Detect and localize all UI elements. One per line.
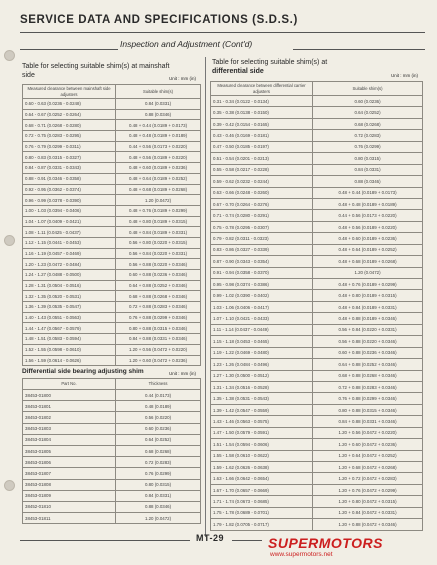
table-cell-value: 0.76 (0.0299) (313, 141, 423, 152)
col-header-clearance: Measured clearance between differential carrier adjusters (211, 82, 313, 96)
table-cell-key: 38453-01807 (23, 468, 116, 479)
table-row (23, 445, 201, 456)
table-cell-value: 1.20 (0.0472) (116, 513, 201, 524)
table-row (211, 153, 423, 164)
table-row (23, 423, 201, 434)
table-row (23, 434, 201, 445)
table-cell-key: 38452-01810 (23, 501, 116, 512)
table-cell-value: 0.48 + 0.84 (0.0189 + 0.0331) (313, 301, 423, 312)
table-cell-key: 1.55 - 1.58 (0.0610 - 0.0622) (211, 450, 313, 461)
table-cell-value: 1.20 + 0.56 (0.0472 + 0.0220) (313, 427, 423, 438)
table-cell-key: 38453-01802 (23, 412, 116, 423)
table-cell-value: 0.88 (0.0346) (313, 176, 423, 187)
table-cell-key: 1.59 - 1.62 (0.0626 - 0.0638) (211, 462, 313, 473)
table-cell-value: 0.72 + 0.88 (0.0283 + 0.0346) (116, 302, 201, 313)
table-cell-key: 1.75 - 1.78 (0.0689 - 0.0701) (211, 507, 313, 518)
table-cell-key: 1.27 - 1.30 (0.0500 - 0.0512) (211, 370, 313, 381)
table-cell-key: 0.39 - 0.42 (0.0154 - 0.0165) (211, 118, 313, 129)
col-header-part-no: Part No. (23, 379, 116, 390)
table-cell-key: 38453-01806 (23, 457, 116, 468)
table-row (23, 205, 201, 216)
table-cell-value: 0.56 + 0.88 (0.0220 + 0.0346) (313, 336, 423, 347)
col-header-clearance: Measured clearance between mainshaft side adjusters (23, 85, 116, 99)
table-cell-value: 0.72 (0.0283) (313, 130, 423, 141)
table-cell-value: 0.76 + 0.88 (0.0299 + 0.0346) (116, 312, 201, 323)
table-cell-value: 0.48 + 0.88 (0.0189 + 0.0346) (313, 313, 423, 324)
table-cell-key: 1.56 - 1.59 (0.0614 - 0.0626) (23, 355, 116, 366)
table-cell-key: 0.79 - 0.82 (0.0311 - 0.0323) (211, 233, 313, 244)
table-cell-key: 0.60 - 0.63 (0.0236 - 0.0248) (23, 99, 116, 110)
table-cell-key: 38453-01800 (23, 390, 116, 401)
table-cell-value: 1.20 + 0.60 (0.0472 + 0.0236) (116, 355, 201, 366)
table-row (23, 280, 201, 291)
differential-unit-label: Unit : mm (in) (391, 73, 418, 78)
table-row (23, 468, 201, 479)
table-cell-value: 0.84 + 0.88 (0.0331 + 0.0346) (116, 334, 201, 345)
table-cell-key: 1.52 - 1.55 (0.0598 - 0.0610) (23, 344, 116, 355)
title-rule (20, 32, 425, 33)
table-cell-value: 0.64 + 0.88 (0.0252 + 0.0346) (313, 359, 423, 370)
table-cell-value: 0.68 + 0.88 (0.0268 + 0.0346) (116, 291, 201, 302)
table-cell-value: 0.48 + 0.68 (0.0189 + 0.0268) (313, 256, 423, 267)
table-cell-value: 0.64 (0.0252) (313, 107, 423, 118)
table-cell-value: 0.68 + 0.88 (0.0268 + 0.0346) (313, 370, 423, 381)
table-cell-key: 1.15 - 1.18 (0.0453 - 0.0465) (211, 336, 313, 347)
table-cell-value: 1.20 + 0.76 (0.0472 + 0.0299) (313, 484, 423, 495)
table-cell-value: 0.48 + 0.44 (0.0189 + 0.0173) (313, 187, 423, 198)
table-cell-key: 1.03 - 1.06 (0.0406 - 0.0417) (211, 301, 313, 312)
footer-rule-left (20, 540, 190, 541)
table-cell-value: 0.88 (0.0346) (116, 501, 201, 512)
table-row (211, 507, 423, 518)
table-cell-value: 0.48 + 0.76 (0.0189 + 0.0299) (116, 205, 201, 216)
table-cell-value: 0.72 + 0.88 (0.0283 + 0.0346) (313, 381, 423, 392)
table-row (211, 290, 423, 301)
table-cell-value: 0.68 (0.0268) (116, 445, 201, 456)
table-cell-key: 1.32 - 1.35 (0.0520 - 0.0531) (23, 291, 116, 302)
table-cell-value: 0.48 + 0.48 (0.0189 + 0.0189) (313, 198, 423, 209)
table-cell-key: 38453-01808 (23, 479, 116, 490)
table-cell-value: 0.56 (0.0220) (116, 412, 201, 423)
table-cell-key: 1.07 - 1.10 (0.0421 - 0.0433) (211, 313, 313, 324)
table-row (211, 450, 423, 461)
table-row (23, 479, 201, 490)
table-row (211, 187, 423, 198)
table-row (23, 237, 201, 248)
table-cell-value: 0.60 (0.0236) (116, 423, 201, 434)
table-cell-key: 0.75 - 0.78 (0.0295 - 0.0307) (211, 221, 313, 232)
table-cell-key: 0.68 - 0.71 (0.0268 - 0.0280) (23, 120, 116, 131)
table-cell-key: 1.16 - 1.19 (0.0457 - 0.0469) (23, 248, 116, 259)
table-row (23, 344, 201, 355)
table-row (211, 336, 423, 347)
table-cell-key: 1.11 - 1.14 (0.0437 - 0.0449) (211, 324, 313, 335)
table-cell-key: 1.48 - 1.51 (0.0583 - 0.0594) (23, 334, 116, 345)
table-row (23, 259, 201, 270)
table-cell-value: 0.80 (0.0315) (313, 153, 423, 164)
table-cell-key: 0.71 - 0.74 (0.0280 - 0.0291) (211, 210, 313, 221)
table-cell-key: 1.43 - 1.46 (0.0563 - 0.0575) (211, 416, 313, 427)
table-cell-value: 0.68 (0.0268) (313, 118, 423, 129)
table-cell-value: 0.88 (0.0346) (116, 109, 201, 120)
table-cell-key: 0.64 - 0.67 (0.0252 - 0.0264) (23, 109, 116, 120)
table-row (23, 173, 201, 184)
watermark-url: www.supermotors.net (270, 551, 333, 558)
differential-shim-table (210, 81, 423, 531)
table-row (211, 462, 423, 473)
table-row (211, 313, 423, 324)
page-title: SERVICE DATA AND SPECIFICATIONS (S.D.S.) (20, 14, 298, 26)
col-header-shims: Suitable shim(s) (313, 82, 423, 96)
watermark-logo: SUPERMOTORS (268, 535, 383, 551)
table-row (23, 163, 201, 174)
table-cell-key: 38453-01801 (23, 401, 116, 412)
table-row (23, 323, 201, 334)
table-cell-key: 0.51 - 0.54 (0.0201 - 0.0213) (211, 153, 313, 164)
table-row (211, 244, 423, 255)
table-cell-value: 0.84 (0.0331) (116, 490, 201, 501)
table-cell-key: 1.39 - 1.42 (0.0547 - 0.0559) (211, 404, 313, 415)
table-cell-value: 0.48 + 0.64 (0.0189 + 0.0252) (116, 173, 201, 184)
table-cell-value: 0.80 + 0.88 (0.0315 + 0.0346) (116, 323, 201, 334)
table-cell-key: 0.83 - 0.86 (0.0327 - 0.0339) (211, 244, 313, 255)
table-cell-key: 0.35 - 0.38 (0.0138 - 0.0150) (211, 107, 313, 118)
mainshaft-unit-label: Unit : mm (in) (169, 76, 196, 81)
table-row (211, 279, 423, 290)
table-row (211, 404, 423, 415)
table-cell-value: 0.48 (0.0189) (116, 401, 201, 412)
table-cell-value: 0.48 + 0.56 (0.0189 + 0.0220) (116, 152, 201, 163)
table-cell-key: 1.23 - 1.26 (0.0484 - 0.0496) (211, 359, 313, 370)
table-row (23, 131, 201, 142)
table-row (23, 152, 201, 163)
table-row (211, 256, 423, 267)
table-cell-key: 0.95 - 0.98 (0.0374 - 0.0386) (211, 279, 313, 290)
table-cell-value: 0.48 + 0.80 (0.0189 + 0.0315) (116, 216, 201, 227)
table-cell-key: 0.55 - 0.58 (0.0217 - 0.0228) (211, 164, 313, 175)
table-cell-value: 1.20 + 0.80 (0.0472 + 0.0315) (313, 496, 423, 507)
table-cell-key: 0.76 - 0.79 (0.0299 - 0.0311) (23, 141, 116, 152)
table-row (211, 130, 423, 141)
table-cell-key: 0.43 - 0.46 (0.0169 - 0.0181) (211, 130, 313, 141)
binder-hole (4, 235, 15, 246)
table-cell-key: 0.59 - 0.62 (0.0232 - 0.0244) (211, 176, 313, 187)
table-cell-value: 1.20 + 0.88 (0.0472 + 0.0346) (313, 519, 423, 530)
table-cell-key: 38453-01809 (23, 490, 116, 501)
table-row (23, 109, 201, 120)
table-cell-value: 1.20 + 0.64 (0.0472 + 0.0252) (313, 450, 423, 461)
table-row (23, 302, 201, 313)
shim-unit-label: Unit : mm (in) (169, 371, 196, 376)
table-cell-value: 0.60 (0.0236) (313, 96, 423, 107)
table-cell-value: 0.72 (0.0283) (116, 457, 201, 468)
table-cell-key: 0.63 - 0.66 (0.0248 - 0.0260) (211, 187, 313, 198)
table-cell-key: 0.91 - 0.94 (0.0358 - 0.0370) (211, 267, 313, 278)
table-cell-value: 0.48 + 0.60 (0.0189 + 0.0236) (116, 163, 201, 174)
table-cell-value: 1.20 + 0.72 (0.0472 + 0.0283) (313, 473, 423, 484)
footer-rule-right (232, 540, 262, 541)
table-row (211, 347, 423, 358)
table-cell-key: 0.99 - 1.02 (0.0390 - 0.0402) (211, 290, 313, 301)
table-cell-key: 1.04 - 1.07 (0.0409 - 0.0421) (23, 216, 116, 227)
table-cell-value: 1.20 (0.0472) (116, 195, 201, 206)
table-row (23, 291, 201, 302)
page-subtitle: Inspection and Adjustment (Cont'd) (120, 39, 253, 49)
table-row (23, 390, 201, 401)
table-cell-key: 0.88 - 0.91 (0.0346 - 0.0358) (23, 173, 116, 184)
table-row (211, 393, 423, 404)
table-row (23, 513, 201, 524)
table-row (23, 270, 201, 281)
table-cell-key: 1.51 - 1.54 (0.0594 - 0.0606) (211, 439, 313, 450)
table-row (23, 216, 201, 227)
table-cell-value: 0.56 + 0.88 (0.0220 + 0.0346) (116, 259, 201, 270)
table-cell-key: 1.44 - 1.47 (0.0567 - 0.0579) (23, 323, 116, 334)
table-row (211, 519, 423, 530)
table-row (23, 227, 201, 238)
table-cell-value: 0.48 + 0.76 (0.0189 + 0.0299) (313, 279, 423, 290)
table-row (23, 412, 201, 423)
table-cell-key: 38453-01803 (23, 423, 116, 434)
table-row (23, 141, 201, 152)
table-row (23, 490, 201, 501)
table-cell-key: 1.08 - 1.11 (0.0425 - 0.0437) (23, 227, 116, 238)
table-cell-value: 0.84 (0.0331) (116, 99, 201, 110)
table-row (211, 370, 423, 381)
table-row (23, 195, 201, 206)
table-cell-value: 0.56 + 0.80 (0.0220 + 0.0315) (116, 237, 201, 248)
shim-part-table (22, 378, 201, 524)
table-row (211, 210, 423, 221)
table-row (211, 118, 423, 129)
table-cell-key: 1.00 - 1.03 (0.0394 - 0.0406) (23, 205, 116, 216)
table-cell-key: 38453-01805 (23, 445, 116, 456)
table-row (23, 99, 201, 110)
table-cell-key: 1.63 - 1.66 (0.0642 - 0.0654) (211, 473, 313, 484)
table-cell-value: 0.64 + 0.88 (0.0252 + 0.0346) (116, 280, 201, 291)
binder-hole (4, 480, 15, 491)
table-row (211, 267, 423, 278)
table-cell-value: 0.48 + 0.44 (0.0189 + 0.0173) (116, 120, 201, 131)
table-row (23, 184, 201, 195)
subtitle-rule-right (293, 49, 425, 50)
table-cell-key: 38453-01811 (23, 513, 116, 524)
table-row (211, 96, 423, 107)
table-cell-value: 0.44 + 0.56 (0.0173 + 0.0220) (313, 210, 423, 221)
table-cell-value: 0.48 + 0.48 (0.0189 + 0.0189) (116, 131, 201, 142)
table-cell-value: 0.80 (0.0315) (116, 479, 201, 490)
table-row (211, 324, 423, 335)
table-row (211, 473, 423, 484)
table-cell-key: 0.72 - 0.75 (0.0283 - 0.0295) (23, 131, 116, 142)
table-cell-key: 0.67 - 0.70 (0.0264 - 0.0276) (211, 198, 313, 209)
table-cell-key: 0.92 - 0.95 (0.0362 - 0.0374) (23, 184, 116, 195)
col-header-thickness: Thickness (116, 379, 201, 390)
table-row (23, 401, 201, 412)
page-number: MT-29 (196, 533, 225, 543)
table-row (23, 120, 201, 131)
table-cell-value: 0.44 + 0.56 (0.0173 + 0.0220) (116, 141, 201, 152)
subtitle-rule-left (20, 49, 118, 50)
shim-table-title: Differential side bearing adjusting shim (22, 368, 144, 375)
table-cell-value: 0.44 (0.0173) (116, 390, 201, 401)
table-cell-value: 1.20 + 0.84 (0.0472 + 0.0331) (313, 507, 423, 518)
table-row (211, 427, 423, 438)
table-cell-value: 0.48 + 0.84 (0.0189 + 0.0331) (116, 227, 201, 238)
table-cell-value: 0.80 + 0.88 (0.0315 + 0.0346) (313, 404, 423, 415)
table-row (23, 457, 201, 468)
table-cell-value: 0.76 + 0.88 (0.0299 + 0.0346) (313, 393, 423, 404)
table-cell-value: 1.20 + 0.60 (0.0472 + 0.0236) (313, 439, 423, 450)
table-cell-key: 0.31 - 0.34 (0.0122 - 0.0134) (211, 96, 313, 107)
table-cell-key: 0.87 - 0.90 (0.0343 - 0.0354) (211, 256, 313, 267)
table-cell-value: 0.76 (0.0299) (116, 468, 201, 479)
table-cell-key: 1.20 - 1.23 (0.0472 - 0.0484) (23, 259, 116, 270)
table-cell-key: 1.79 - 1.82 (0.0705 - 0.0717) (211, 519, 313, 530)
table-row (211, 107, 423, 118)
table-row (211, 439, 423, 450)
table-cell-value: 0.84 + 0.88 (0.0331 + 0.0346) (313, 416, 423, 427)
table-row (23, 312, 201, 323)
table-cell-key: 38453-01804 (23, 434, 116, 445)
table-cell-key: 1.12 - 1.15 (0.0441 - 0.0453) (23, 237, 116, 248)
table-row (211, 233, 423, 244)
table-cell-value: 0.84 (0.0331) (313, 164, 423, 175)
mainshaft-shim-table (22, 84, 201, 366)
table-cell-value: 1.20 (0.0472) (313, 267, 423, 278)
table-cell-value: 0.60 + 0.88 (0.0236 + 0.0346) (116, 270, 201, 281)
table-cell-value: 0.56 + 0.84 (0.0220 + 0.0331) (313, 324, 423, 335)
table-cell-key: 1.19 - 1.22 (0.0469 - 0.0480) (211, 347, 313, 358)
table-row (23, 334, 201, 345)
table-row (211, 496, 423, 507)
table-row (211, 484, 423, 495)
table-row (23, 355, 201, 366)
binder-hole (4, 50, 15, 61)
table-cell-value: 1.20 + 0.56 (0.0472 + 0.0220) (116, 344, 201, 355)
table-cell-value: 0.48 + 0.64 (0.0189 + 0.0252) (313, 244, 423, 255)
table-cell-key: 1.31 - 1.34 (0.0516 - 0.0528) (211, 381, 313, 392)
table-cell-value: 1.20 + 0.68 (0.0472 + 0.0268) (313, 462, 423, 473)
column-divider (205, 57, 206, 537)
table-cell-value: 0.48 + 0.68 (0.0189 + 0.0268) (116, 184, 201, 195)
col-header-shims: Suitable shim(s) (116, 85, 201, 99)
table-row (211, 141, 423, 152)
table-cell-key: 1.36 - 1.39 (0.0535 - 0.0547) (23, 302, 116, 313)
table-cell-key: 1.28 - 1.31 (0.0504 - 0.0516) (23, 280, 116, 291)
table-cell-value: 0.64 (0.0252) (116, 434, 201, 445)
mainshaft-table-title: Table for selecting suitable shim(s) at mainshaft side (22, 63, 170, 79)
table-cell-key: 1.40 - 1.43 (0.0551 - 0.0563) (23, 312, 116, 323)
differential-table-title: Table for selecting suitable shim(s) at differential side (212, 59, 328, 75)
table-cell-key: 0.84 - 0.87 (0.0331 - 0.0343) (23, 163, 116, 174)
table-row (211, 176, 423, 187)
table-row (23, 248, 201, 259)
table-cell-key: 1.67 - 1.70 (0.0657 - 0.0669) (211, 484, 313, 495)
table-cell-value: 0.48 + 0.60 (0.0189 + 0.0236) (313, 233, 423, 244)
table-cell-key: 1.71 - 1.74 (0.0673 - 0.0685) (211, 496, 313, 507)
table-row (211, 359, 423, 370)
table-row (211, 221, 423, 232)
table-cell-value: 0.60 + 0.88 (0.0236 + 0.0346) (313, 347, 423, 358)
table-cell-key: 1.24 - 1.27 (0.0488 - 0.0500) (23, 270, 116, 281)
table-row (211, 381, 423, 392)
table-cell-key: 1.35 - 1.38 (0.0531 - 0.0543) (211, 393, 313, 404)
table-row (211, 416, 423, 427)
table-cell-key: 1.47 - 1.50 (0.0579 - 0.0591) (211, 427, 313, 438)
table-row (23, 501, 201, 512)
table-cell-key: 0.47 - 0.50 (0.0185 - 0.0197) (211, 141, 313, 152)
table-row (211, 301, 423, 312)
table-cell-key: 0.96 - 0.99 (0.0378 - 0.0390) (23, 195, 116, 206)
table-row (211, 164, 423, 175)
table-cell-key: 0.80 - 0.83 (0.0315 - 0.0327) (23, 152, 116, 163)
table-cell-value: 0.56 + 0.84 (0.0220 + 0.0331) (116, 248, 201, 259)
table-cell-value: 0.48 + 0.80 (0.0189 + 0.0315) (313, 290, 423, 301)
table-row (211, 198, 423, 209)
table-cell-value: 0.48 + 0.56 (0.0189 + 0.0220) (313, 221, 423, 232)
